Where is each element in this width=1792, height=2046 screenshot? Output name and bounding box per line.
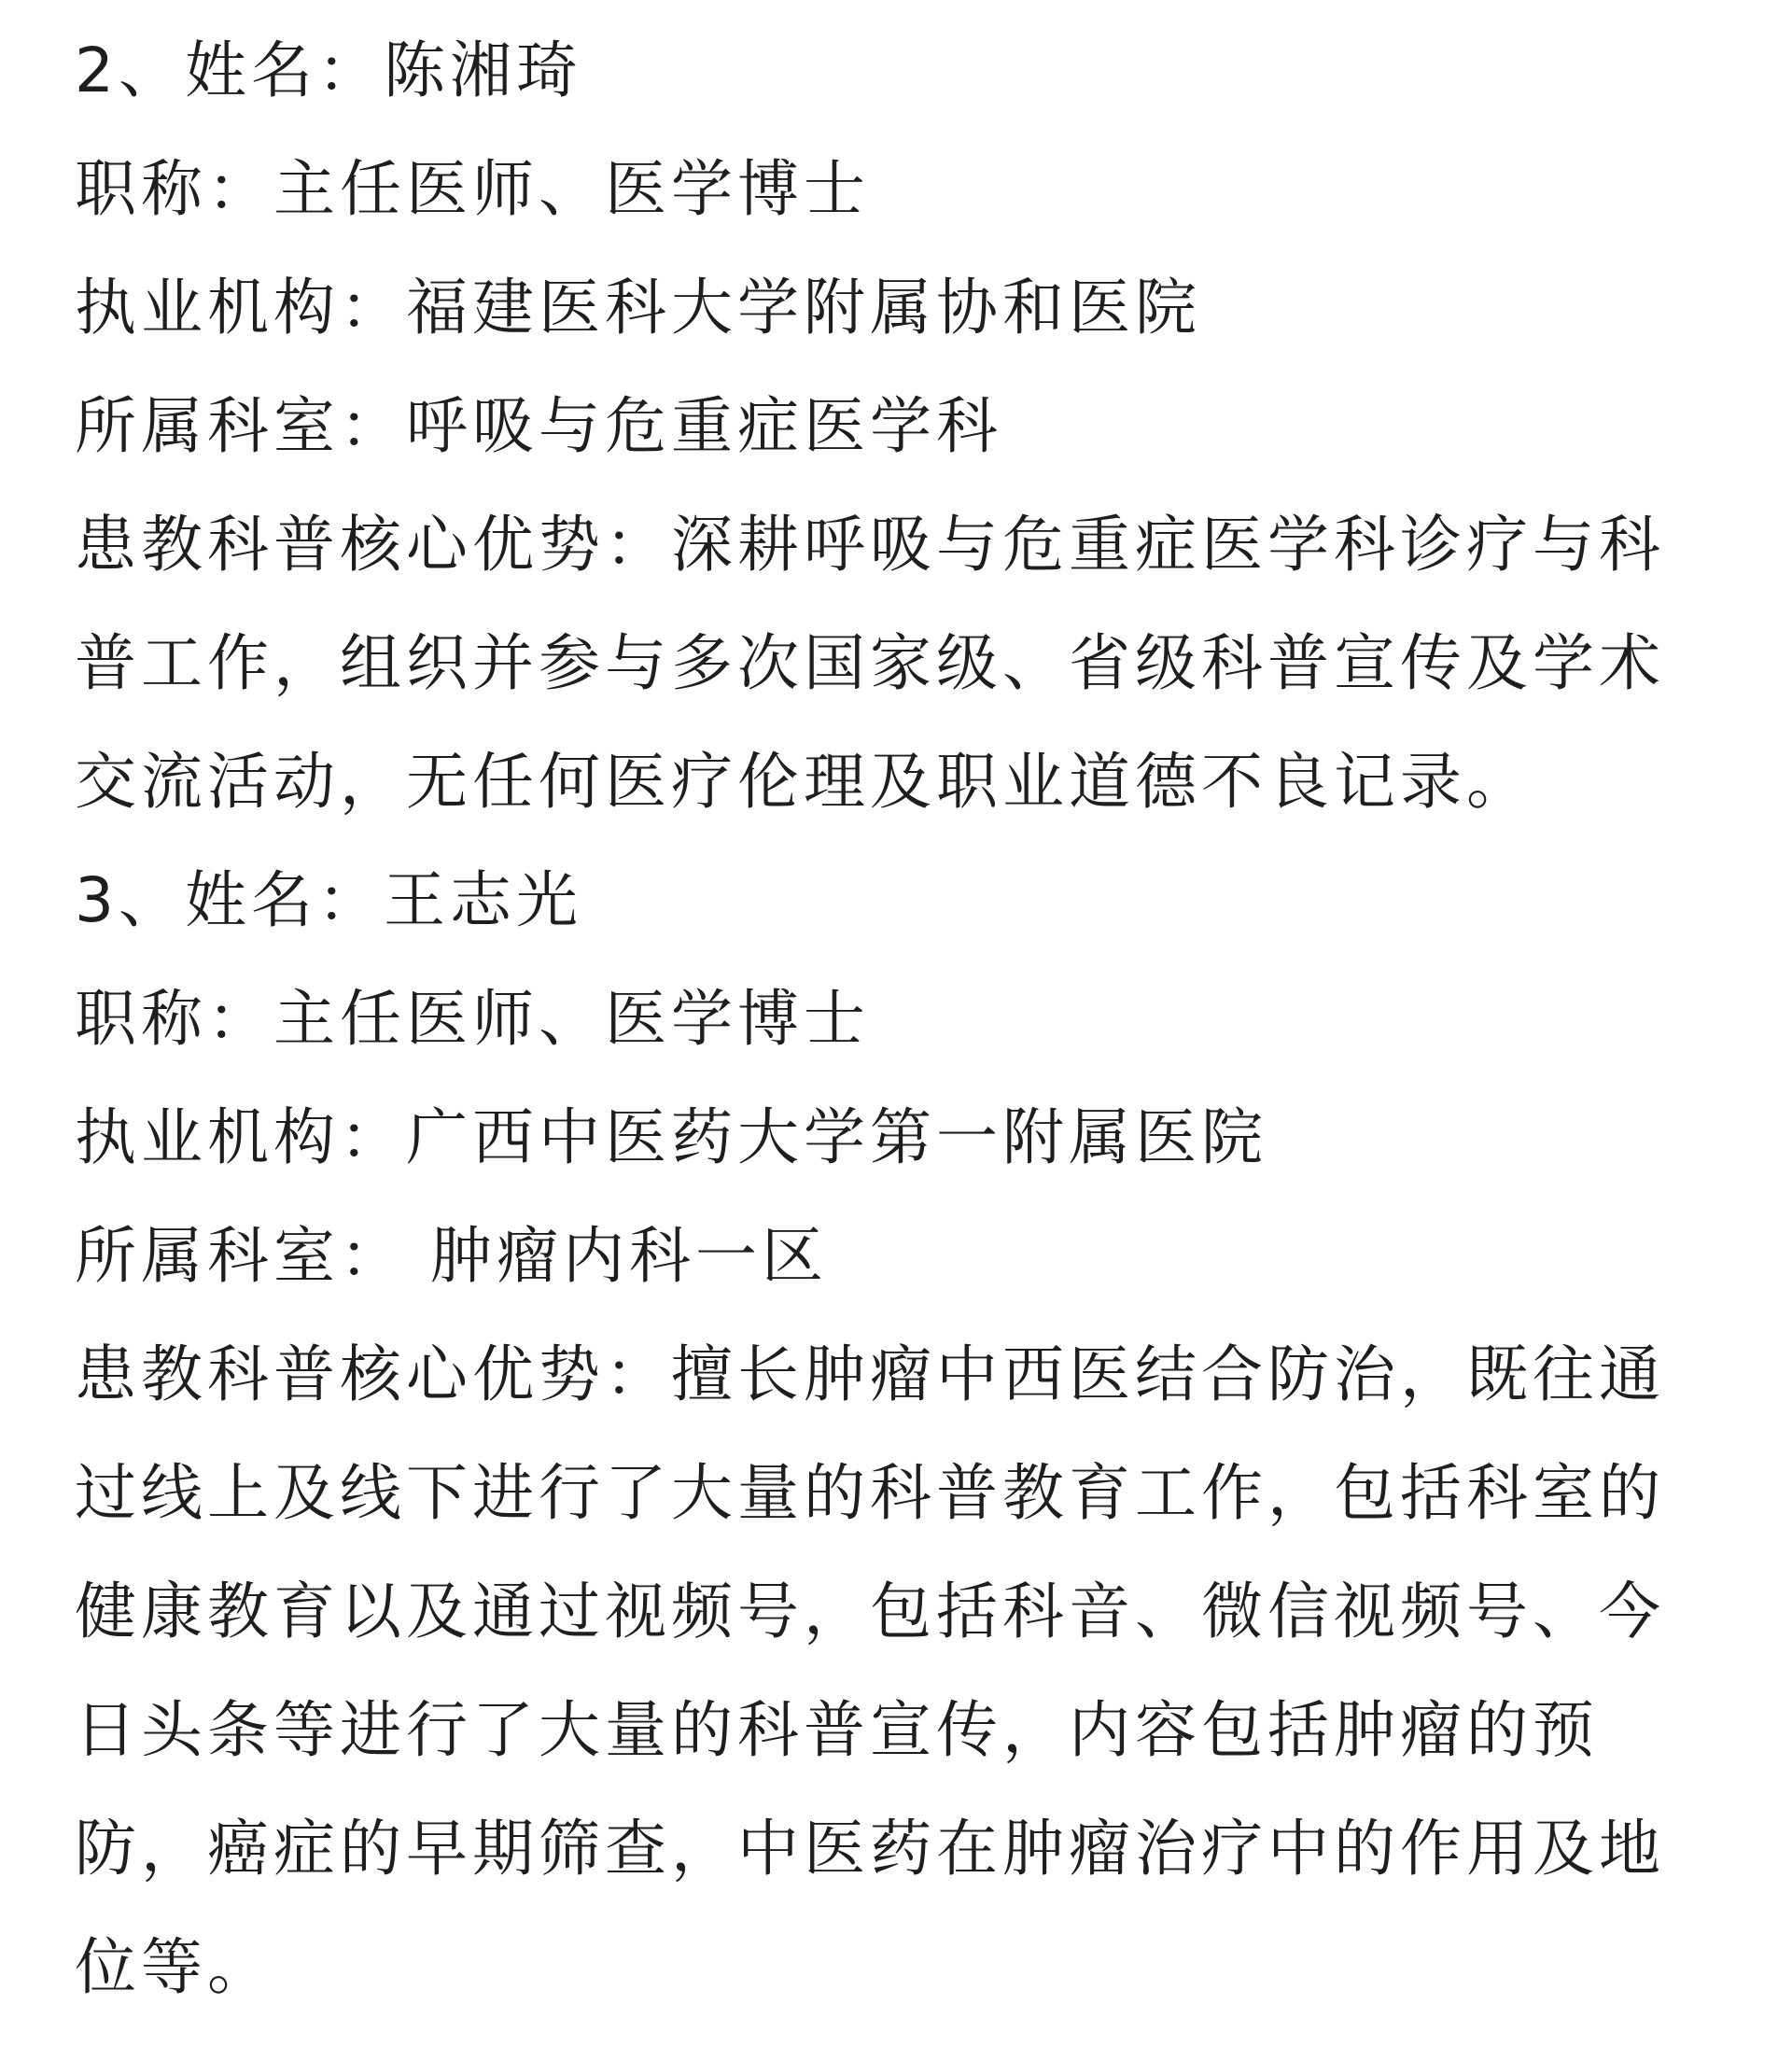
doctor-entry-2 — [75, 11, 1717, 841]
advantage-line: 患教科普核心优势：擅长肿瘤中西医结合防治，既往通 — [75, 1338, 1665, 1410]
doctor-entry-3 — [75, 841, 1717, 2026]
doctor-advantage-paragraph — [75, 1315, 1717, 2026]
doctor-institution-line: 执业机构：广西中医药大学第一附属医院 — [75, 1101, 1267, 1173]
advantage-line: 过线上及线下进行了大量的科普教育工作，包括科室的 — [75, 1457, 1665, 1529]
doctor-department-line: 所属科室：呼吸与危重症医学科 — [75, 390, 1002, 462]
doctor-title-line: 职称：主任医师、医学博士 — [75, 153, 870, 225]
doctor-name-line: 3、姓名：王志光 — [75, 864, 582, 936]
advantage-line: 日头条等进行了大量的科普宣传，内容包括肿瘤的预 — [75, 1694, 1599, 1766]
doctor-advantage-paragraph — [75, 485, 1717, 841]
advantage-line: 位等。 — [75, 1931, 273, 2003]
advantage-line: 患教科普核心优势：深耕呼吸与危重症医学科诊疗与科 — [75, 509, 1665, 581]
advantage-line: 普工作，组织并参与多次国家级、省级科普宣传及学术 — [75, 627, 1665, 699]
doctor-title-line: 职称：主任医师、医学博士 — [75, 983, 870, 1055]
advantage-line: 健康教育以及通过视频号，包括科音、微信视频号、今 — [75, 1576, 1665, 1647]
doctor-department-line: 所属科室： 肿瘤内科一区 — [75, 1220, 828, 1292]
advantage-line: 交流活动，无任何医疗伦理及职业道德不良记录。 — [75, 746, 1533, 818]
advantage-line: 防，癌症的早期筛查，中医药在肿瘤治疗中的作用及地 — [75, 1813, 1665, 1885]
doctor-institution-line: 执业机构：福建医科大学附属协和医院 — [75, 272, 1201, 343]
doctor-name-line: 2、姓名：陈湘琦 — [75, 35, 582, 106]
